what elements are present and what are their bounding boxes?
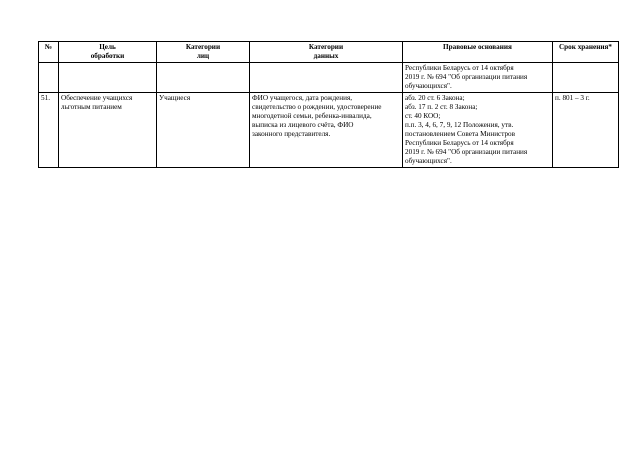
- legal-line: обучающихся".: [405, 157, 452, 165]
- data-line: многодетной семьи, ребенка-инвалида,: [252, 112, 372, 120]
- header-purpose-line: обработки: [90, 52, 125, 60]
- header-retention: Срок хранения*: [553, 42, 619, 63]
- cell-retention: [553, 63, 619, 93]
- cell-retention: п. 801 – 3 г.: [553, 93, 619, 168]
- data-line: свидетельство о рождении, удостоверение: [252, 103, 382, 111]
- legal-line: абз. 17 п. 2 ст. 8 Закона;: [405, 103, 478, 111]
- cell-data: [250, 93, 403, 168]
- cell-number: [39, 63, 59, 93]
- header-subjects: [157, 42, 250, 63]
- header-data-line: данных: [313, 52, 339, 60]
- legal-line: ст. 40 КОО;: [405, 112, 441, 120]
- header-subjects-line: лиц: [196, 52, 210, 60]
- legal-line: абз. 20 ст. 6 Закона;: [405, 94, 465, 102]
- legal-line: обучающихся".: [405, 82, 452, 90]
- purpose-line: льготным питанием: [61, 103, 122, 111]
- header-purpose: [59, 42, 157, 63]
- legal-line: Республики Беларусь от 14 октября: [405, 139, 514, 147]
- table-row-51: [39, 93, 619, 168]
- cell-purpose: [59, 93, 157, 168]
- legal-line: п.п. 3, 4, 6, 7, 9, 12 Положения, утв.: [405, 121, 514, 129]
- cell-subjects: Учащиеся: [157, 93, 250, 168]
- header-row: [39, 42, 619, 63]
- header-data: [250, 42, 403, 63]
- header-data-line: Категории: [308, 43, 344, 51]
- header-number: №: [39, 42, 59, 63]
- cell-legal: [403, 63, 553, 93]
- cell-purpose: [59, 63, 157, 93]
- data-line: законного представителя.: [252, 130, 331, 138]
- cell-data: [250, 63, 403, 93]
- header-purpose-line: Цель: [99, 43, 116, 51]
- cell-number: 51.: [39, 93, 59, 168]
- cell-subjects: [157, 63, 250, 93]
- legal-line: Республики Беларусь от 14 октября: [405, 64, 514, 72]
- header-legal: Правовые основания: [403, 42, 553, 63]
- header-subjects-line: Категории: [185, 43, 221, 51]
- legal-line: постановлением Совета Министров: [405, 130, 516, 138]
- legal-line: 2019 г. № 694 "Об организации питания: [405, 148, 528, 156]
- data-processing-table: [38, 41, 619, 168]
- purpose-line: Обеспечение учащихся: [61, 94, 133, 102]
- data-line: выписка из лицевого счёта, ФИО: [252, 121, 354, 129]
- data-line: ФИО учащегося, дата рождения,: [252, 94, 353, 102]
- cell-legal: [403, 93, 553, 168]
- legal-line: 2019 г. № 694 "Об организации питания: [405, 73, 528, 81]
- table-row-continuation: [39, 63, 619, 93]
